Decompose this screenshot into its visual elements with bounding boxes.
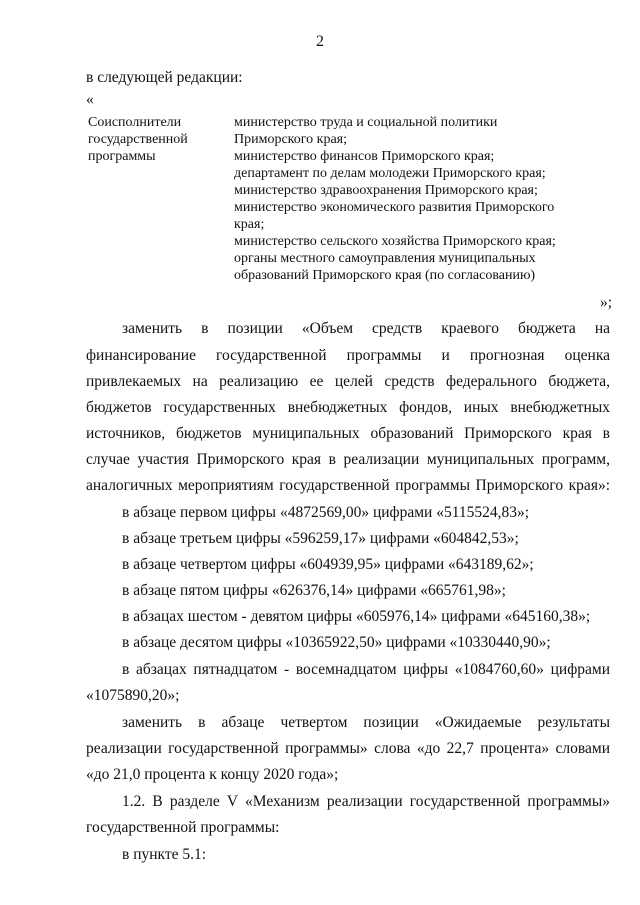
table-value-line: министерство труда и социальной политики	[234, 115, 498, 130]
body-line: привлекаемых на реализацию ее целей средств федерального бюджета,	[86, 373, 610, 390]
body-line: источников, бюджетов муниципальных образований Приморского края в	[86, 425, 610, 442]
body-line: в абзацах шестом - девятом цифры «605976,14» цифрами «645160,38»;	[122, 608, 591, 625]
table-value-line: министерство здравоохранения Приморского края;	[234, 183, 538, 198]
body-line: случае участия Приморского края в реализации муниципальных программ,	[86, 451, 610, 468]
close-quote: »;	[600, 294, 613, 311]
body-line: в абзаце четвертом цифры «604939,95» цифрами «643189,62»;	[122, 556, 534, 573]
body-line: 1.2. В разделе V «Механизм реализации государственной программы»	[122, 793, 610, 810]
body-line: реализации государственной программы» слова «до 22,7 процента» словами	[86, 740, 610, 757]
table-value-line: Приморского края;	[234, 132, 348, 147]
table-value-line: департамент по делам молодежи Приморского края;	[234, 166, 546, 181]
open-quote: «	[86, 91, 94, 108]
body-line: бюджетов государственных внебюджетных фондов, иных внебюджетных	[86, 399, 610, 416]
intro-line: в следующей редакции:	[86, 69, 243, 86]
body-line: в абзаце первом цифры «4872569,00» цифрами «5115524,83»;	[122, 504, 530, 521]
table-label-line: Соисполнители	[88, 115, 182, 130]
body-line: государственной программы:	[86, 819, 280, 836]
table-value-line: края;	[234, 217, 265, 232]
table-value-line: образований Приморского края (по согласованию)	[234, 268, 536, 283]
table-label-line: программы	[88, 149, 156, 164]
page-number: 2	[316, 33, 324, 50]
body-line: «до 21,0 процента к концу 2020 года»;	[86, 766, 339, 783]
body-line: «1075890,20»;	[86, 687, 180, 704]
table-value-line: министерство экономического развития Приморского	[234, 200, 555, 215]
body-line: в абзацах пятнадцатом - восемнадцатом цифры «1084760,60» цифрами	[122, 661, 610, 678]
body-line: заменить в абзаце четвертом позиции «Ожидаемые результаты	[122, 714, 610, 731]
body-line: в абзаце десятом цифры «10365922,50» цифрами «10330440,90»;	[122, 634, 551, 651]
table-value-line: министерство сельского хозяйства Приморского края;	[234, 234, 556, 249]
body-line: в пункте 5.1:	[122, 846, 207, 863]
table-value-line: органы местного самоуправления муниципальных	[234, 251, 536, 266]
table-label-line: государственной	[88, 132, 188, 147]
body-line: аналогичных мероприятиям государственной программы Приморского края»:	[86, 477, 610, 494]
body-line: заменить в позиции «Объем средств краевого бюджета на	[122, 320, 610, 337]
body-line: финансирование государственной программы и прогнозная оценка	[86, 347, 610, 364]
table-value-line: министерство финансов Приморского края;	[234, 149, 495, 164]
body-line: в абзаце третьем цифры «596259,17» цифрами «604842,53»;	[122, 530, 519, 547]
body-line: в абзаце пятом цифры «626376,14» цифрами «665761,98»;	[122, 582, 506, 599]
